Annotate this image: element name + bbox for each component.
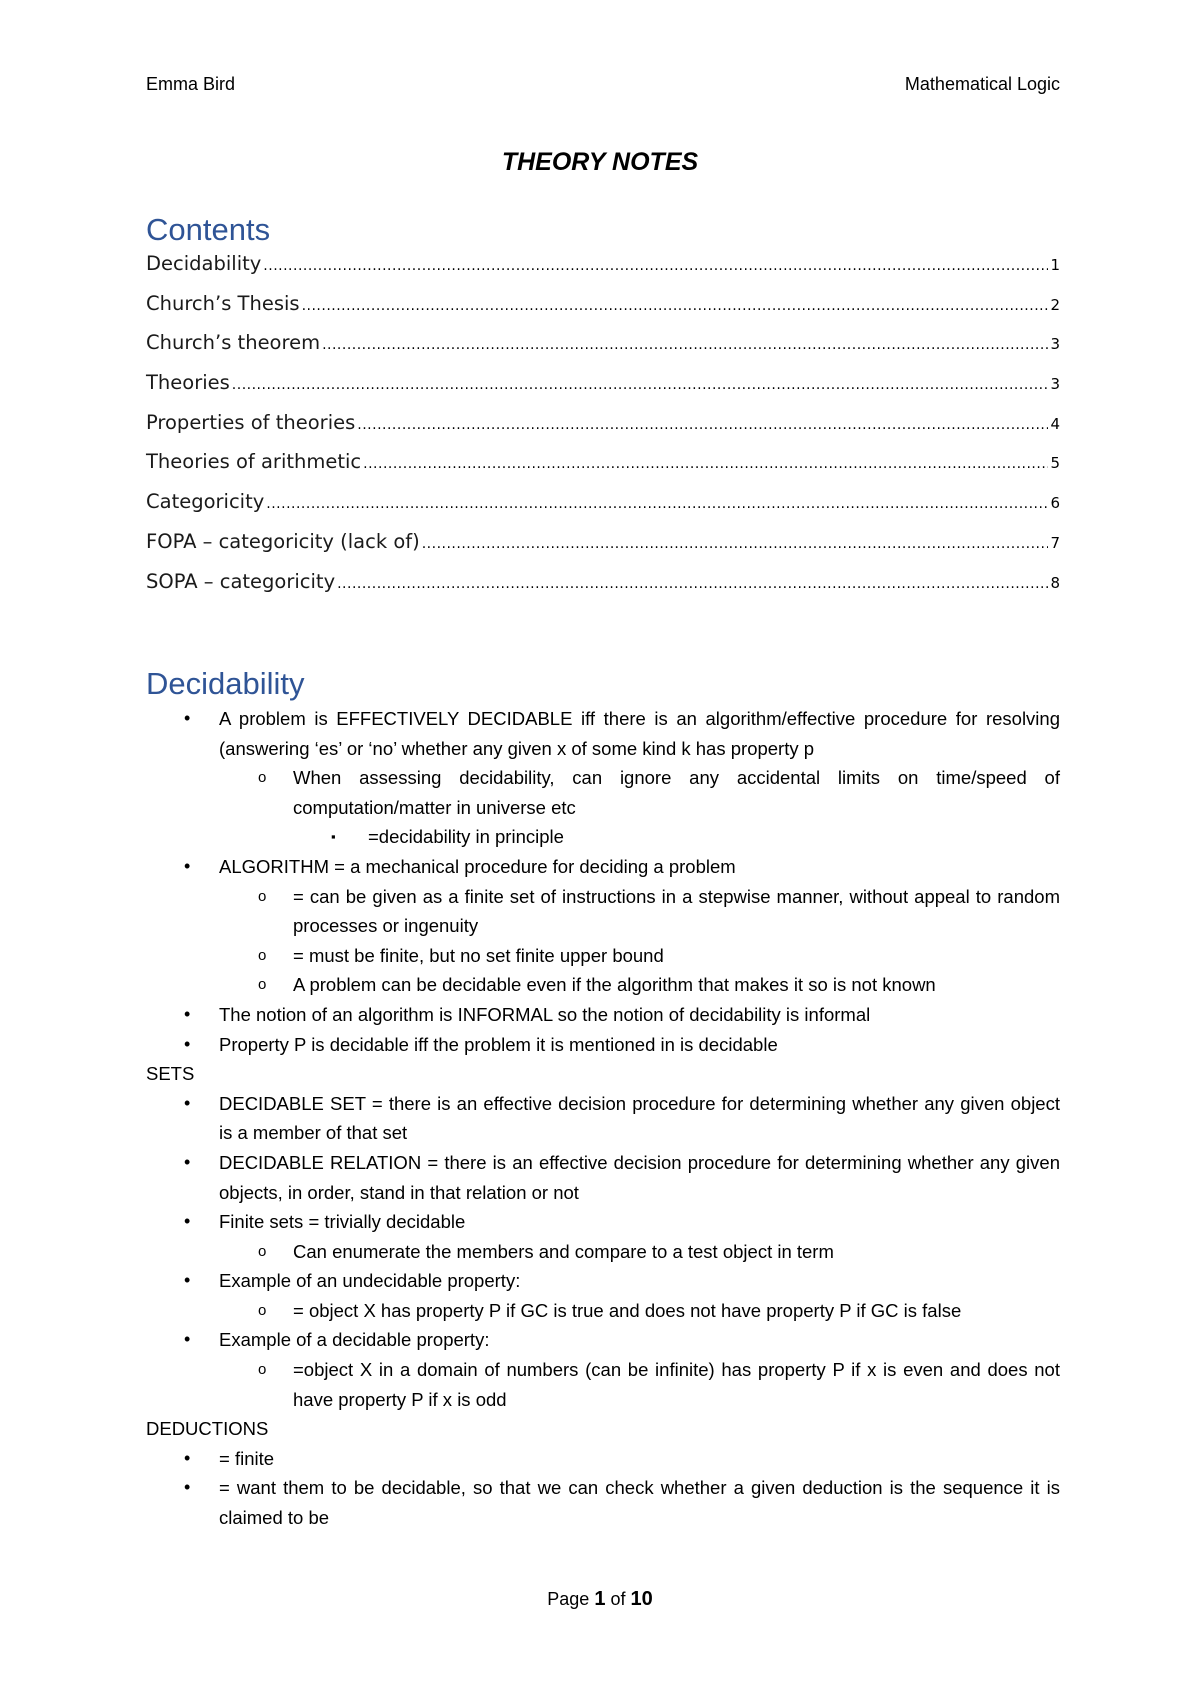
toc-entry[interactable] (146, 292, 1060, 332)
toc-entry-title[interactable]: Theories of arithmetic (146, 450, 362, 474)
toc-entry-title[interactable]: Theories (146, 371, 230, 395)
toc-entry-title[interactable]: Church’s theorem (146, 331, 321, 355)
page-header (146, 74, 1060, 98)
toc-leader (302, 298, 1049, 314)
list-item: • Property P is decidable iff the problem it is mentioned in is decidable (146, 1030, 1060, 1060)
list-item: • = finite (146, 1444, 1060, 1474)
header-author: Emma Bird (146, 74, 236, 94)
decidability-body (146, 704, 1060, 1533)
list-item: o = must be finite, but no set finite upper bound (146, 941, 1060, 971)
list-item: • DECIDABLE SET = there is an effective decision procedure for determining whether any given object is a member of that set (146, 1089, 1060, 1148)
toc-entry-title[interactable]: FOPA – categoricity (lack of) (146, 529, 420, 553)
contents-heading: Contents (146, 212, 271, 247)
toc-entry[interactable] (146, 570, 1060, 610)
section-heading-decidability: Decidability (146, 666, 305, 701)
toc-leader (232, 377, 1049, 393)
toc-entry-title[interactable]: SOPA – categoricity (146, 569, 336, 593)
toc-leader (357, 417, 1048, 433)
list-item: ▪ =decidability in principle (146, 822, 1060, 852)
list-item: o =object X in a domain of numbers (can be infinite) has property P if x is even and does not have property P if x is odd (146, 1355, 1060, 1414)
toc-entry[interactable] (146, 530, 1060, 570)
toc-leader (337, 576, 1048, 592)
toc-entry-title[interactable]: Properties of theories (146, 410, 356, 434)
list-item: o Can enumerate the members and compare to a test object in term (146, 1237, 1060, 1267)
list-item: o When assessing decidability, can ignore any accidental limits on time/speed of computation/matter in universe etc (146, 763, 1060, 822)
toc-entry[interactable] (146, 450, 1060, 490)
footer-page-number: 1 (594, 1588, 606, 1610)
document-title: THEORY NOTES (501, 148, 699, 176)
toc-entry[interactable] (146, 371, 1060, 411)
toc-entry[interactable] (146, 252, 1060, 292)
toc-entry-page: 2 (1050, 295, 1060, 314)
footer-page-total: 10 (630, 1588, 653, 1610)
list-item: o = can be given as a finite set of instructions in a stepwise manner, without appeal to random processes or ingenuity (146, 882, 1060, 941)
toc-entry-page: 1 (1050, 256, 1060, 274)
toc-entry-page: 8 (1050, 573, 1060, 592)
toc-entry[interactable] (146, 411, 1060, 451)
table-of-contents (146, 252, 1060, 609)
footer-of-word: of (610, 1589, 626, 1609)
toc-entry-page: 4 (1050, 414, 1060, 433)
list-item: • Example of an undecidable property: (146, 1266, 1060, 1296)
toc-entry-title[interactable]: Decidability (146, 252, 262, 275)
toc-entry-title[interactable]: Church’s Thesis (146, 291, 300, 315)
toc-leader (322, 337, 1048, 353)
toc-leader (363, 456, 1048, 472)
list-item: • ALGORITHM = a mechanical procedure for deciding a problem (146, 852, 1060, 882)
footer-page-word: Page (547, 1589, 590, 1609)
list-item: • Example of a decidable property: (146, 1325, 1060, 1355)
list-item: o A problem can be decidable even if the algorithm that makes it so is not known (146, 970, 1060, 1000)
toc-entry-page: 6 (1050, 494, 1060, 513)
toc-leader (266, 496, 1048, 512)
subsection-label-sets: SETS (146, 1063, 195, 1085)
toc-entry[interactable] (146, 490, 1060, 530)
toc-entry-page: 3 (1050, 375, 1060, 394)
toc-leader (422, 536, 1049, 552)
toc-entry-page: 3 (1050, 335, 1060, 354)
toc-entry-page: 5 (1050, 454, 1060, 473)
list-item: o = object X has property P if GC is true and does not have property P if GC is false (146, 1296, 1060, 1326)
list-item: • A problem is EFFECTIVELY DECIDABLE iff there is an algorithm/effective procedure for resolving (answering ‘es’ or ‘no’ whether any given x of some kind k has property p (146, 704, 1060, 763)
toc-entry[interactable] (146, 331, 1060, 371)
list-item: • = want them to be decidable, so that we can check whether a given deduction is the sequence it is claimed to be (146, 1473, 1060, 1532)
toc-entry-page: 7 (1050, 533, 1060, 552)
list-item: • The notion of an algorithm is INFORMAL so the notion of decidability is informal (146, 1000, 1060, 1030)
toc-leader (263, 258, 1048, 274)
page-footer (0, 1588, 1200, 1611)
list-item: • DECIDABLE RELATION = there is an effective decision procedure for determining whether any given objects, in order, stand in that relation or not (146, 1148, 1060, 1207)
header-course: Mathematical Logic (904, 74, 1060, 94)
list-item: • Finite sets = trivially decidable (146, 1207, 1060, 1237)
subsection-label-deductions: DEDUCTIONS (146, 1418, 269, 1440)
toc-entry-title[interactable]: Categoricity (146, 490, 265, 514)
